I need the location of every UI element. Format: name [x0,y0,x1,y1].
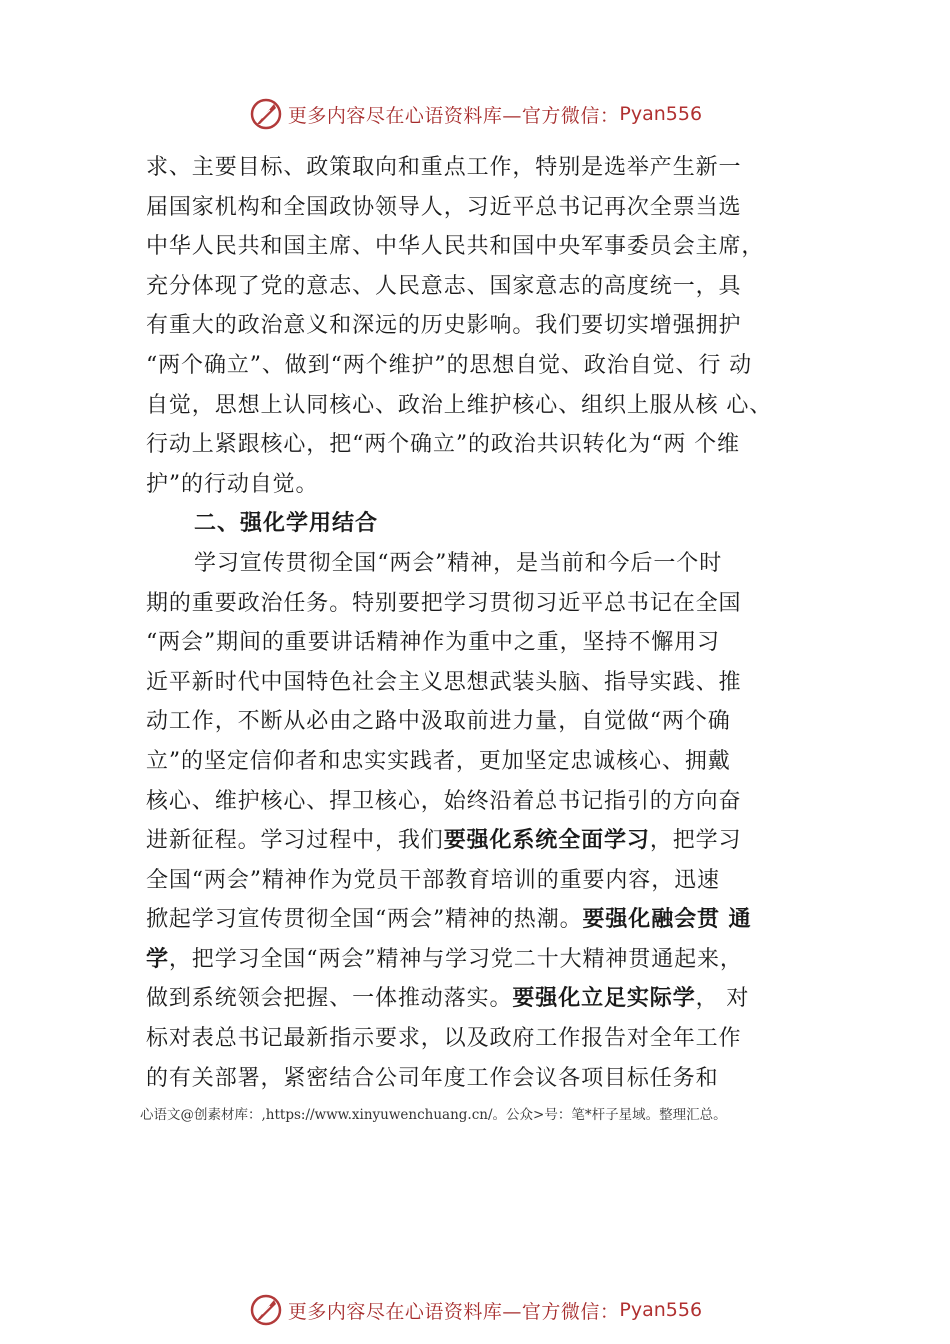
text-line: 立”的坚定信仰者和忠实实践者，更加坚定忠诚核心、拥戴 [146,748,731,774]
text-line: 护”的行动自觉。 [146,471,319,497]
emphasis-text: 要强化立足实际学 [512,986,696,1012]
banner-text: 更多内容尽在心语资料库—官方微信： [287,104,620,127]
section-heading: 二、强化学用结合 [194,511,379,537]
text-line: 标对表总书记最新指示要求，以及政府工作报告对全年工作 [146,1026,742,1052]
feather-logo-icon [248,96,284,132]
header-banner [0,94,950,134]
banner-text: 更多内容尽在心语资料库—官方微信： [287,1300,620,1323]
text-line: 届国家机构和全国政协领导人，习近平总书记再次全票当选 [146,194,742,220]
text-line: 期的重要政治任务。特别要把学习贯彻习近平总书记在全国 [146,590,742,616]
source-note: 心语文@创素材库：,https://www.xinyuwenchuang.cn/。公众>号：笔*杆子星域。整理汇总。 [140,1107,727,1123]
text-run: 掀起学习宣传贯彻全国“两会”精神的热潮。 [146,907,583,933]
document-body [146,148,814,1098]
text-line: “两个确立”、做到“两个维护”的思想自觉、政治自觉、行 动 [146,352,753,378]
text-line: 自觉，思想上认同核心、政治上维护核心、组织上服从核 心、 [146,392,773,418]
text-line: 求、主要目标、政策取向和重点工作，特别是选举产生新一 [146,155,742,180]
text-line [146,900,814,940]
text-line: 核心、维护核心、捍卫核心，始终沿着总书记指引的方向奋 [146,788,742,814]
text-line: 全国“两会”精神作为党员干部教育培训的重要内容，迅速 [146,867,720,893]
text-line: 的有关部署，紧密结合公司年度工作会议各项目标任务和 [146,1065,719,1091]
text-line: 有重大的政治意义和深远的历史影响。我们要切实增强拥护 [146,313,742,339]
text-run: 进新征程。学习过程中，我们 [146,828,444,854]
feather-logo-icon [248,1292,284,1328]
text-run: ，把学习全国“两会”精神与学习党二十大精神贯通起来， [168,946,743,972]
emphasis-text: 要强化系统全面学习 [443,828,650,854]
text-run: 做到系统领会把握、一体推动落实。 [146,986,513,1012]
text-line: 充分体现了党的意志、人民意志、国家意志的高度统一，具 [146,273,742,299]
text-line: 行动上紧跟核心，把“两个确立”的政治共识转化为“两 个维 [146,432,740,458]
emphasis-text: 学 [146,946,169,972]
footer-banner [0,1290,950,1330]
text-line [146,940,814,980]
text-line: “两会”期间的重要讲话精神作为重中之重，坚持不懈用习 [146,630,720,656]
text-run: ，把学习 [649,828,742,854]
text-line: 近平新时代中国特色社会主义思想武装头脑、指导实践、推 [146,669,742,695]
banner-wechat-id: Pyan556 [619,103,703,125]
banner-wechat-id: Pyan556 [619,1299,703,1321]
text-line: 学习宣传贯彻全国“两会”精神，是当前和今后一个时 [194,550,723,576]
text-line [146,821,814,861]
text-line: 动工作，不断从必由之路中汲取前进力量，自觉做“两个确 [146,709,731,735]
text-run: ， 对 [695,986,750,1012]
text-line [146,979,814,1019]
text-line: 中华人民共和国主席、中华人民共和国中央军事委员会主席， [146,234,765,260]
emphasis-text: 要强化融会贯 通 [582,907,752,933]
